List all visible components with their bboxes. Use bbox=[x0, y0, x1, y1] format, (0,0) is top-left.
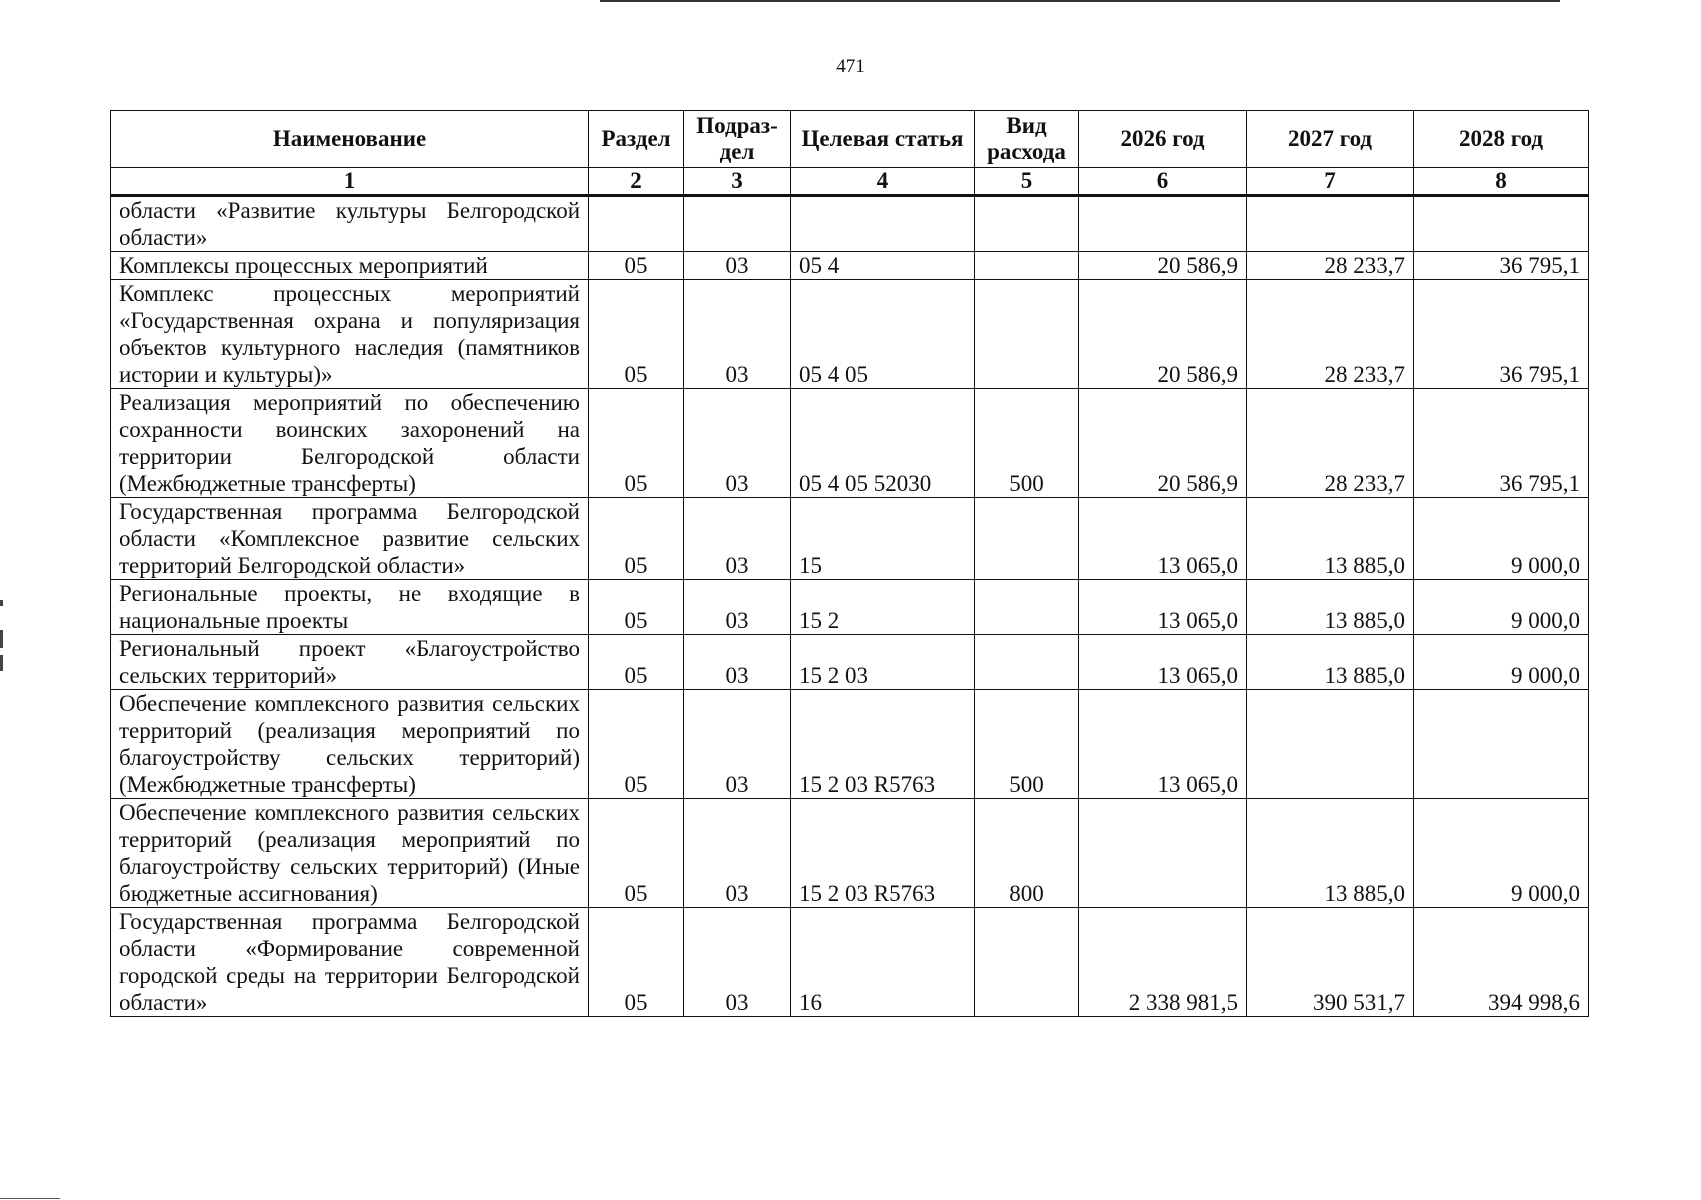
cell-2028: 36 795,1 bbox=[1414, 389, 1589, 498]
cell-2028: 9 000,0 bbox=[1414, 635, 1589, 690]
table-row bbox=[111, 196, 1589, 252]
column-number: 1 bbox=[111, 168, 589, 196]
column-number: 7 bbox=[1247, 168, 1414, 196]
cell-2026: 13 065,0 bbox=[1079, 635, 1247, 690]
cell-2026: 13 065,0 bbox=[1079, 580, 1247, 635]
cell-2028: 36 795,1 bbox=[1414, 280, 1589, 389]
table-row bbox=[111, 580, 1589, 635]
cell-vid: 500 bbox=[975, 690, 1079, 799]
cell-vid bbox=[975, 252, 1079, 280]
cell-name: Региональный проект «Благоустройство сельских территорий» bbox=[111, 635, 589, 690]
cell-2027: 28 233,7 bbox=[1247, 389, 1414, 498]
cell-2028: 9 000,0 bbox=[1414, 799, 1589, 908]
column-number-row bbox=[111, 168, 1589, 196]
cell-2026: 20 586,9 bbox=[1079, 280, 1247, 389]
header-statya: Целевая статья bbox=[791, 111, 975, 168]
cell-name: Региональные проекты, не входящие в национальные проекты bbox=[111, 580, 589, 635]
cell-statya: 05 4 bbox=[791, 252, 975, 280]
table-row bbox=[111, 908, 1589, 1017]
cell-vid bbox=[975, 280, 1079, 389]
cell-statya: 15 2 03 R5763 bbox=[791, 690, 975, 799]
cell-2027: 13 885,0 bbox=[1247, 498, 1414, 580]
cell-2028: 394 998,6 bbox=[1414, 908, 1589, 1017]
cell-2027: 390 531,7 bbox=[1247, 908, 1414, 1017]
cell-vid bbox=[975, 635, 1079, 690]
cell-vid bbox=[975, 580, 1079, 635]
cell-statya: 05 4 05 bbox=[791, 280, 975, 389]
cell-2026: 13 065,0 bbox=[1079, 690, 1247, 799]
cell-2027: 13 885,0 bbox=[1247, 799, 1414, 908]
cell-name: области «Развитие культуры Белгородской области» bbox=[111, 196, 589, 252]
cell-2028 bbox=[1414, 690, 1589, 799]
cell-podrazdel: 03 bbox=[684, 280, 791, 389]
cell-2026: 2 338 981,5 bbox=[1079, 908, 1247, 1017]
column-number: 8 bbox=[1414, 168, 1589, 196]
table-row bbox=[111, 252, 1589, 280]
cell-2028: 9 000,0 bbox=[1414, 580, 1589, 635]
cell-podrazdel: 03 bbox=[684, 799, 791, 908]
cell-statya: 05 4 05 52030 bbox=[791, 389, 975, 498]
cell-statya: 15 bbox=[791, 498, 975, 580]
page-number: 471 bbox=[836, 56, 865, 77]
cell-podrazdel: 03 bbox=[684, 908, 791, 1017]
bottom-rule bbox=[0, 1198, 60, 1199]
cell-2027: 28 233,7 bbox=[1247, 252, 1414, 280]
table-row bbox=[111, 635, 1589, 690]
table-row bbox=[111, 280, 1589, 389]
cell-podrazdel: 03 bbox=[684, 690, 791, 799]
cell-name: Комплекс процессных мероприятий «Государственная охрана и популяризация объектов культурного наследия (памятников истории и культуры)» bbox=[111, 280, 589, 389]
edge-mark bbox=[0, 600, 3, 606]
edge-mark bbox=[0, 655, 3, 671]
cell-razdel: 05 bbox=[589, 635, 684, 690]
header-2027: 2027 год bbox=[1247, 111, 1414, 168]
budget-table bbox=[110, 110, 1589, 1017]
cell-podrazdel bbox=[684, 196, 791, 252]
cell-name: Реализация мероприятий по обеспечению сохранности воинских захоронений на территории Белгородской области (Межбюджетные трансферты) bbox=[111, 389, 589, 498]
cell-statya: 15 2 bbox=[791, 580, 975, 635]
cell-razdel: 05 bbox=[589, 799, 684, 908]
cell-vid: 500 bbox=[975, 389, 1079, 498]
cell-2028 bbox=[1414, 196, 1589, 252]
cell-name: Комплексы процессных мероприятий bbox=[111, 252, 589, 280]
column-number: 2 bbox=[589, 168, 684, 196]
cell-statya: 15 2 03 R5763 bbox=[791, 799, 975, 908]
cell-2027: 28 233,7 bbox=[1247, 280, 1414, 389]
cell-podrazdel: 03 bbox=[684, 389, 791, 498]
table-row bbox=[111, 799, 1589, 908]
edge-mark bbox=[0, 630, 3, 648]
table-row bbox=[111, 498, 1589, 580]
cell-razdel: 05 bbox=[589, 580, 684, 635]
table-row bbox=[111, 389, 1589, 498]
cell-statya: 16 bbox=[791, 908, 975, 1017]
header-2028: 2028 год bbox=[1414, 111, 1589, 168]
cell-podrazdel: 03 bbox=[684, 635, 791, 690]
cell-vid: 800 bbox=[975, 799, 1079, 908]
cell-podrazdel: 03 bbox=[684, 580, 791, 635]
cell-razdel: 05 bbox=[589, 908, 684, 1017]
cell-name: Государственная программа Белгородской области «Комплексное развитие сельских территорий Белгородской области» bbox=[111, 498, 589, 580]
table-row bbox=[111, 690, 1589, 799]
cell-name: Обеспечение комплексного развития сельских территорий (реализация мероприятий по благоустройству сельских территорий) (Иные бюджетные ассигнования) bbox=[111, 799, 589, 908]
cell-name: Обеспечение комплексного развития сельских территорий (реализация мероприятий по благоустройству сельских территорий) (Межбюджетные трансферты) bbox=[111, 690, 589, 799]
header-vid: Вид расхода bbox=[975, 111, 1079, 168]
cell-razdel: 05 bbox=[589, 389, 684, 498]
cell-vid bbox=[975, 196, 1079, 252]
cell-razdel: 05 bbox=[589, 498, 684, 580]
cell-name: Государственная программа Белгородской области «Формирование современной городской среды на территории Белгородской области» bbox=[111, 908, 589, 1017]
header-2026: 2026 год bbox=[1079, 111, 1247, 168]
cell-2027: 13 885,0 bbox=[1247, 635, 1414, 690]
cell-2026: 13 065,0 bbox=[1079, 498, 1247, 580]
cell-2026: 20 586,9 bbox=[1079, 252, 1247, 280]
column-number: 5 bbox=[975, 168, 1079, 196]
column-number: 6 bbox=[1079, 168, 1247, 196]
cell-2026 bbox=[1079, 799, 1247, 908]
cell-podrazdel: 03 bbox=[684, 252, 791, 280]
cell-2028: 36 795,1 bbox=[1414, 252, 1589, 280]
top-rule bbox=[600, 0, 1560, 2]
cell-statya: 15 2 03 bbox=[791, 635, 975, 690]
header-name: Наименование bbox=[111, 111, 589, 168]
cell-vid bbox=[975, 908, 1079, 1017]
header-podrazdel: Подраз-дел bbox=[684, 111, 791, 168]
header-row bbox=[111, 111, 1589, 168]
cell-2026: 20 586,9 bbox=[1079, 389, 1247, 498]
cell-2026 bbox=[1079, 196, 1247, 252]
cell-razdel bbox=[589, 196, 684, 252]
cell-vid bbox=[975, 498, 1079, 580]
cell-2028: 9 000,0 bbox=[1414, 498, 1589, 580]
header-razdel: Раздел bbox=[589, 111, 684, 168]
cell-podrazdel: 03 bbox=[684, 498, 791, 580]
cell-2027 bbox=[1247, 690, 1414, 799]
column-number: 3 bbox=[684, 168, 791, 196]
cell-statya bbox=[791, 196, 975, 252]
cell-2027 bbox=[1247, 196, 1414, 252]
cell-razdel: 05 bbox=[589, 690, 684, 799]
column-number: 4 bbox=[791, 168, 975, 196]
cell-2027: 13 885,0 bbox=[1247, 580, 1414, 635]
cell-razdel: 05 bbox=[589, 252, 684, 280]
cell-razdel: 05 bbox=[589, 280, 684, 389]
